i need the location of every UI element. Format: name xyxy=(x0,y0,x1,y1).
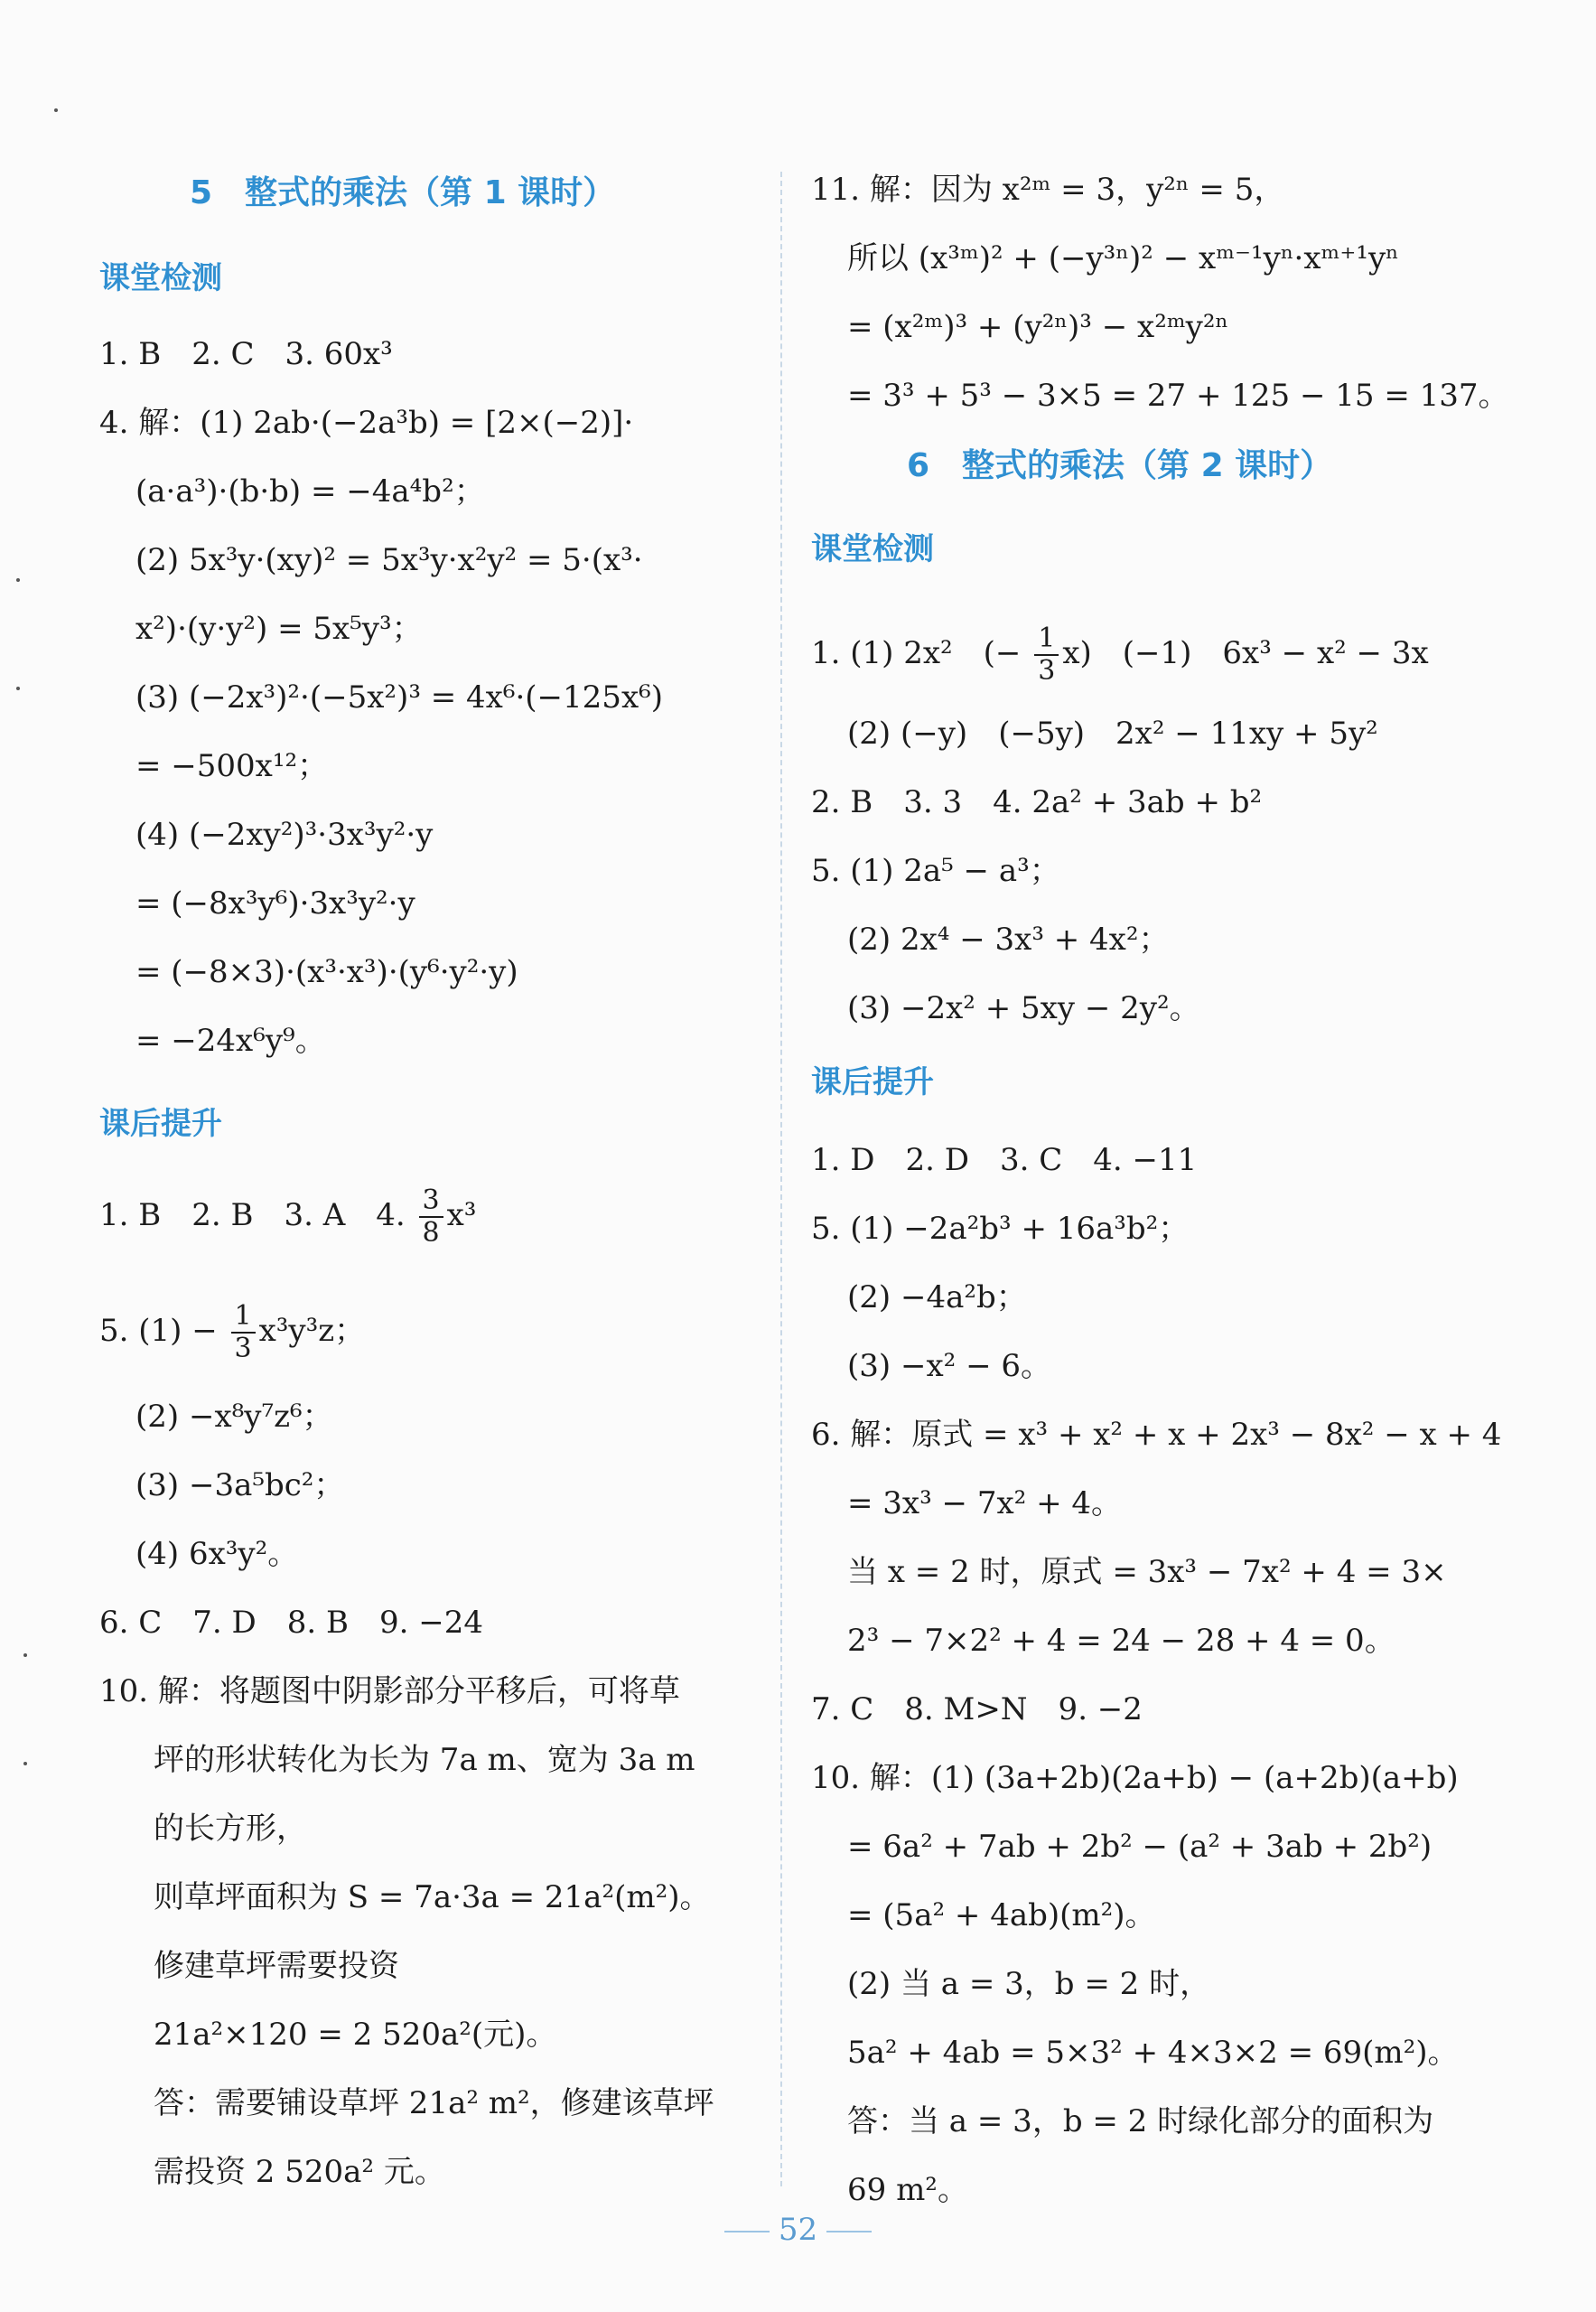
scan-speck xyxy=(23,1762,27,1765)
answer-line: = (x²ᵐ)³ + (y²ⁿ)³ − x²ᵐy²ⁿ xyxy=(847,309,1229,345)
scan-speck xyxy=(54,108,58,112)
answer-line: 修建草坪需要投资 xyxy=(154,1948,399,1984)
footer-dash xyxy=(724,2231,770,2232)
answer-line: 2. B 3. 3 4. 2a² + 3ab + b² xyxy=(811,784,1263,820)
fraction-numerator: 1 xyxy=(1034,623,1059,656)
scan-speck xyxy=(23,1653,27,1657)
answer-line: = 3x³ − 7x² + 4。 xyxy=(847,1485,1123,1521)
answer-line: 所以 (x³ᵐ)² + (−y³ⁿ)² − xᵐ⁻¹yⁿ·xᵐ⁺¹yⁿ xyxy=(847,240,1399,276)
answer-line: 69 m²。 xyxy=(847,2172,968,2208)
answer-line: = 6a² + 7ab + 2b² − (a² + 3ab + 2b²) xyxy=(847,1829,1433,1865)
fraction xyxy=(231,1301,256,1364)
answer-line: 1. B 2. C 3. 60x³ xyxy=(99,336,393,372)
answer-line: 6. 解：原式 = x³ + x² + x + 2x³ − 8x² − x + 4 xyxy=(811,1417,1502,1453)
answer-line: (a·a³)·(b·b) = −4a⁴b²； xyxy=(135,473,485,510)
answer-text: 5. (1) − xyxy=(99,1313,218,1349)
answer-line: 当 x = 2 时，原式 = 3x³ − 7x² + 4 = 3× xyxy=(847,1554,1447,1590)
answer-line: (4) (−2xy²)³·3x³y²·y xyxy=(135,817,434,853)
answer-text: x³y³z； xyxy=(258,1313,366,1349)
footer-dash xyxy=(826,2231,872,2232)
answer-line: 坪的形状转化为长为 7a m、宽为 3a m xyxy=(154,1742,695,1778)
fraction-numerator: 3 xyxy=(419,1185,443,1218)
answer-line: 11. 解：因为 x²ᵐ = 3，y²ⁿ = 5， xyxy=(811,172,1285,208)
answer-line: (3) −x² − 6。 xyxy=(847,1348,1051,1384)
answer-line: = −500x¹²； xyxy=(135,748,329,784)
answer-line: 7. C 8. M>N 9. −2 xyxy=(811,1691,1143,1727)
answer-line: 6. C 7. D 8. B 9. −24 xyxy=(99,1605,483,1641)
section-title-5: 5 整式的乘法（第 1 课时） xyxy=(190,174,616,211)
answer-line: = 3³ + 5³ − 3×5 = 27 + 125 − 15 = 137。 xyxy=(847,378,1509,414)
fraction-denominator: 8 xyxy=(422,1217,440,1249)
answer-line: 需投资 2 520a² 元。 xyxy=(154,2154,445,2190)
answer-line-fraction xyxy=(811,623,1429,687)
heading-classroom-check: 课堂检测 xyxy=(811,531,934,567)
answer-line: 21a²×120 = 2 520a²(元)。 xyxy=(154,2017,557,2053)
page-number: 52 xyxy=(778,2212,818,2248)
answer-line: 10. 解：(1) (3a+2b)(2a+b) − (a+2b)(a+b) xyxy=(811,1760,1459,1796)
answer-line: = (−8×3)·(x³·x³)·(y⁶·y²·y) xyxy=(135,954,518,990)
answer-line: = (−8x³y⁶)·3x³y²·y xyxy=(135,885,415,922)
answer-text: 1. B 2. B 3. A 4. xyxy=(99,1197,406,1233)
heading-classroom-check: 课堂检测 xyxy=(99,260,222,296)
answer-line-fraction xyxy=(99,1185,476,1249)
fraction xyxy=(1034,623,1059,687)
answer-line: (3) −2x² + 5xy − 2y²。 xyxy=(847,990,1200,1026)
answer-text: 1. (1) 2x² (− xyxy=(811,635,1022,671)
fraction-numerator: 1 xyxy=(231,1301,256,1334)
scan-speck xyxy=(16,578,20,582)
answer-line: 5a² + 4ab = 5×3² + 4×3×2 = 69(m²)。 xyxy=(847,2035,1459,2071)
scan-speck xyxy=(16,687,20,690)
answer-line: 10. 解：将题图中阴影部分平移后，可将草 xyxy=(99,1673,680,1709)
heading-after-class: 课后提升 xyxy=(99,1106,222,1142)
answer-line: (3) (−2x³)²·(−5x²)³ = 4x⁶·(−125x⁶) xyxy=(135,679,664,716)
fraction-denominator: 3 xyxy=(1038,655,1056,687)
answer-line: (3) −3a⁵bc²； xyxy=(135,1467,345,1503)
answer-line: (4) 6x³y²。 xyxy=(135,1536,299,1572)
answer-line: (2) −4a²b； xyxy=(847,1279,1027,1315)
fraction-denominator: 3 xyxy=(234,1333,252,1364)
answer-line: (2) −x⁸y⁷z⁶； xyxy=(135,1399,333,1435)
answer-line: 5. (1) 2a⁵ − a³； xyxy=(811,853,1060,889)
answer-line: = (5a² + 4ab)(m²)。 xyxy=(847,1897,1156,1933)
answer-line: 1. D 2. D 3. C 4. −11 xyxy=(811,1142,1198,1178)
heading-after-class: 课后提升 xyxy=(811,1064,934,1100)
answer-line: = −24x⁶y⁹。 xyxy=(135,1023,326,1059)
answer-line: (2) 5x³y·(xy)² = 5x³y·x²y² = 5·(x³· xyxy=(135,542,643,578)
page-footer xyxy=(0,2212,1596,2248)
answer-line: 则草坪面积为 S = 7a·3a = 21a²(m²)。 xyxy=(154,1879,711,1915)
answer-line: 4. 解：(1) 2ab·(−2a³b) = [2×(−2)]· xyxy=(99,405,634,441)
answer-text: x) (−1) 6x³ − x² − 3x xyxy=(1062,635,1429,671)
answer-line: 答：需要铺设草坪 21a² m²，修建该草坪 xyxy=(154,2085,714,2121)
answer-line: 的长方形， xyxy=(154,1811,307,1847)
fraction xyxy=(419,1185,443,1249)
answer-line: x²)·(y·y²) = 5x⁵y³； xyxy=(135,611,423,647)
answer-line: 答：当 a = 3，b = 2 时绿化部分的面积为 xyxy=(847,2103,1434,2139)
answer-line: (2) 2x⁴ − 3x³ + 4x²； xyxy=(847,922,1170,958)
answer-line-fraction xyxy=(99,1301,365,1364)
answer-line: (2) (−y) (−5y) 2x² − 11xy + 5y² xyxy=(847,716,1378,752)
answer-line: (2) 当 a = 3，b = 2 时， xyxy=(847,1966,1211,2002)
answer-line: 2³ − 7×2² + 4 = 24 − 28 + 4 = 0。 xyxy=(847,1623,1395,1659)
answer-text: x³ xyxy=(446,1197,477,1233)
answer-line: 5. (1) −2a²b³ + 16a³b²； xyxy=(811,1211,1190,1247)
section-title-6: 6 整式的乘法（第 2 课时） xyxy=(907,447,1333,484)
column-divider xyxy=(780,172,782,2186)
